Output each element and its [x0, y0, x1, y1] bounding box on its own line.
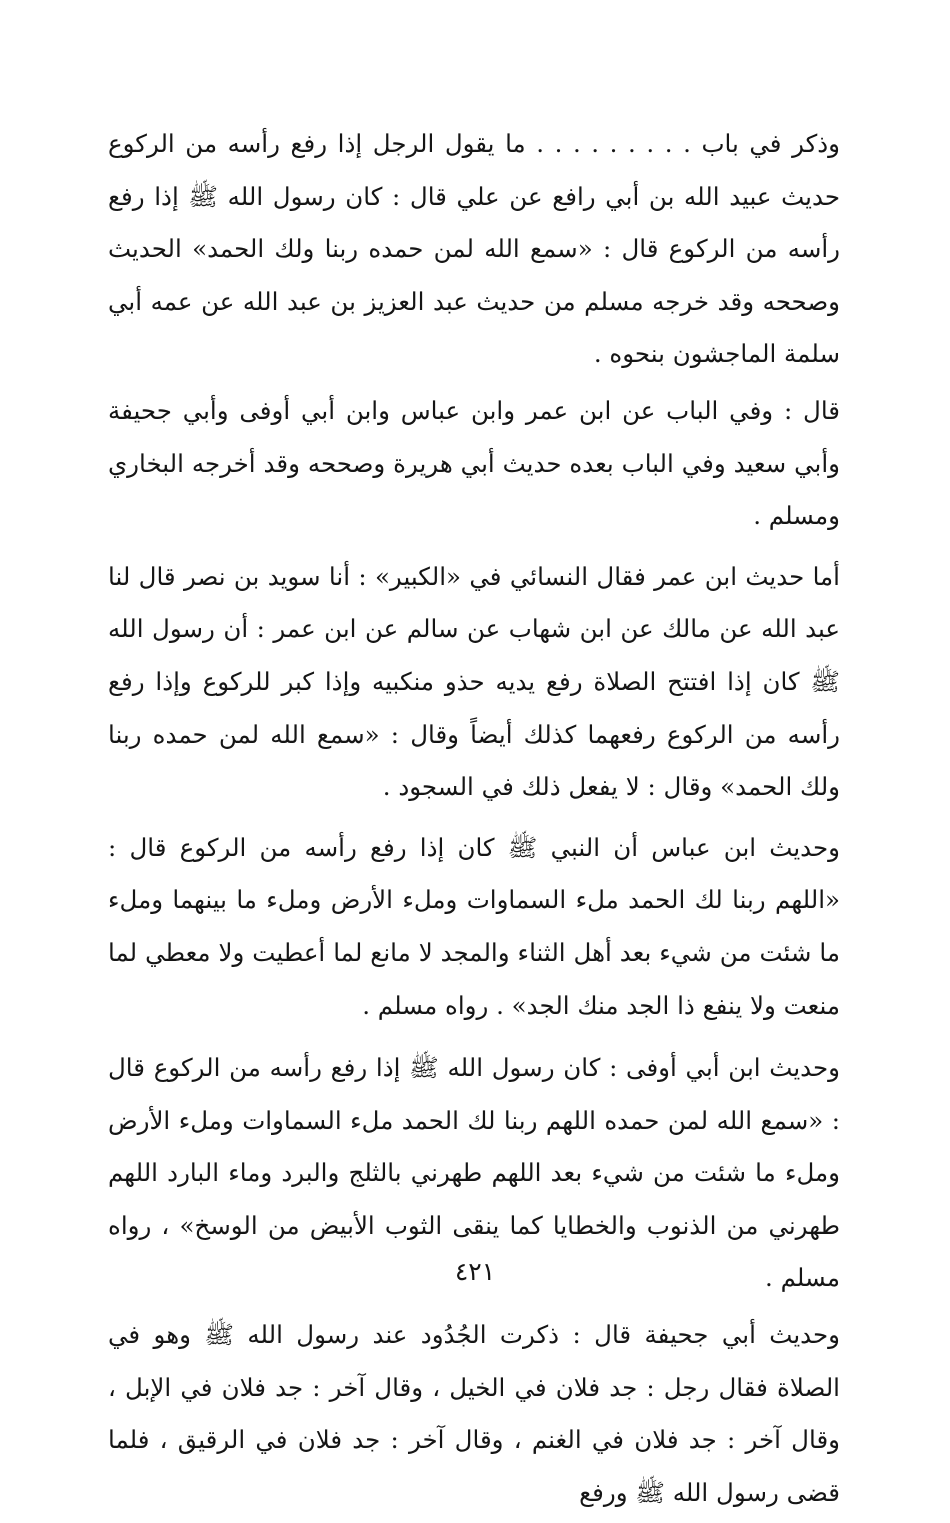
page-number: ٤٢١ — [454, 1257, 496, 1286]
paragraph-2: قال : وفي الباب عن ابن عمر وابن عباس وابن أبي أوفى وأبي جحيفة وأبي سعيد وفي الباب بعده حديث أبي هريرة وصححه وقد أخرجه البخاري ومسلم . — [108, 395, 840, 531]
paragraph-6: وحديث أبي جحيفة قال : ذكرت الجُدُود عند رسول الله ﷺ وهو في الصلاة فقال رجل : جد فلان في الخيل ، وقال آخر : جد فلان في الإبل ، وقال آخر : جد فلان في الغنم ، وقال آخر : جد فلان في الرقيق ، فلما قضى رسول الله ﷺ ورفع — [108, 1320, 840, 1507]
paragraph-1: وذكر في باب . . . . . . . . . ما يقول الرجل إذا رفع رأسه من الركوع حديث عبيد الله بن أبي رافع عن علي قال : كان رسول الله ﷺ إذا رفع رأسه من الركوع قال : «سمع الله لمن حمده ربنا ولك الحمد» الحديث وصححه وقد خرجه مسلم من حديث عبد العزيز بن عبد الله عن عمه أبي سلمة الماجشون بنحوه . — [108, 129, 840, 369]
paragraph-5: وحديث ابن أبي أوفى : كان رسول الله ﷺ إذا رفع رأسه من الركوع قال : «سمع الله لمن حمده اللهم ربنا لك الحمد ملء السماوات وملء الأرض وملء ما شئت من شيء بعد اللهم طهرني بالثلج والبرد وماء البارد اللهم طهرني من الذنوب والخطايا كما ينقى الثوب الأبيض من الوسخ» ، رواه مسلم . — [108, 1053, 840, 1293]
paragraph-4: وحديث ابن عباس أن النبي ﷺ كان إذا رفع رأسه من الركوع قال : «اللهم ربنا لك الحمد ملء السماوات وملء الأرض وملء ما بينهما وملء ما شئت من شيء بعد أهل الثناء والمجد لا مانع لما أعطيت ولا معطي لما منعت ولا ينفع ذا الجد منك الجد» . رواه مسلم . — [108, 832, 840, 1020]
paragraph-3: أما حديث ابن عمر فقال النسائي في «الكبير» : أنا سويد بن نصر قال لنا عبد الله عن مالك عن ابن شهاب عن سالم عن ابن عمر : أن رسول الله ﷺ كان إذا افتتح الصلاة رفع يديه حذو منكبيه وإذا كبر للركوع وإذا رفع رأسه من الركوع رفعهما كذلك أيضاً وقال : «سمع الله لمن حمده ربنا ولك الحمد» وقال : لا يفعل ذلك في السجود . — [108, 561, 840, 802]
body-text — [108, 118, 840, 1523]
